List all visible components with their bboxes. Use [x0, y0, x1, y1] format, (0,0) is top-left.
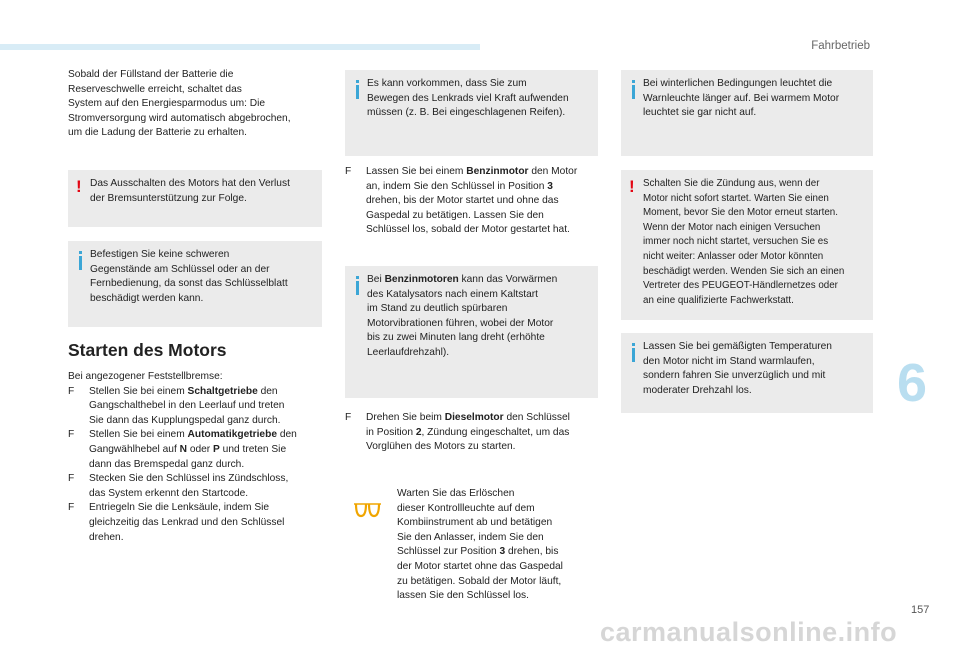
list-item: F Stellen Sie bei einem Automatikgetriebe den Gangwählhebel auf N oder P und treten Sie dann das Bremspedal ganz durch. — [68, 429, 297, 470]
text-line: Fernbedienung, da sonst das Schlüsselblatt — [90, 278, 288, 290]
info-icon — [632, 80, 635, 100]
text-line: Gegenstände am Schlüssel oder an der — [90, 263, 270, 275]
warning-exclamation-icon: ! — [76, 177, 82, 196]
watermark: carmanualsonline.info — [600, 617, 898, 647]
list-item: F Entriegeln Sie die Lenksäule, indem Sie gleichzeitig das Lenkrad und den Schlüssel drehen. — [68, 502, 285, 543]
text-line: nicht weiter: Anlasser oder Motor könnten — [643, 250, 824, 262]
text-line: leuchtet sie gar nicht auf. — [643, 107, 757, 119]
text-line: Motorvibrationen führen, wobei der Motor — [367, 317, 554, 329]
text-line: Warnleuchte länger auf. Bei warmem Motor — [643, 92, 840, 104]
info-icon — [356, 80, 359, 100]
text-line: Vertreter des PEUGEOT-Händlernetzes oder — [643, 280, 838, 292]
chapter-number: 6 — [897, 353, 928, 413]
text-line: an eine qualifizierte Fachwerkstatt. — [643, 294, 794, 306]
bullet-icon: F — [345, 412, 352, 423]
text-line: System auf den Energiesparmodus um: Die — [68, 98, 266, 110]
glow-plug-note: Warten Sie das Erlöschen dieser Kontrollleuchte auf dem Kombiinstrument ab und betätigen Sie den Anlasser, indem Sie den Schlüssel zur Position 3 drehen, bis der Motor startet ohne das Gaspedal zu betätigen. Sobald der Motor läuft, lassen Sie den Schlüssel los. — [397, 488, 563, 602]
text-line: beschädigt werden kann. — [90, 292, 204, 304]
text-line: des Katalysators nach einem Kaltstart — [367, 288, 539, 300]
text-line: Bei winterlichen Bedingungen leuchtet die — [643, 78, 833, 89]
text-line: Das Ausschalten des Motors hat den Verlust — [90, 178, 290, 189]
list-item: F Stellen Sie bei einem Schaltgetriebe den Gangschalthebel in den Leerlauf und treten Sie dann das Kupplungspedal ganz durch. — [68, 385, 285, 426]
text-line: müssen (z. B. Bei eingeschlagenen Reifen). — [367, 107, 566, 119]
text-line: Bewegen des Lenkrads viel Kraft aufwenden — [367, 92, 569, 104]
warning-box — [621, 170, 873, 320]
bullet-icon: F — [68, 473, 75, 485]
text-line: Reserveschwelle erreicht, schaltet das — [68, 83, 242, 95]
text-line: bis zu zwei Minuten lang dreht (erhöhte — [367, 332, 545, 344]
info-box — [68, 241, 322, 327]
text-line: den Motor nicht im Stand warmlaufen, — [643, 355, 815, 367]
text-line: sondern fahren Sie unverzüglich und mit — [643, 370, 826, 382]
text-line: Moment, bevor Sie den Motor erneut starten. — [643, 207, 838, 219]
header-bar — [0, 44, 480, 50]
text-line: Lassen Sie bei gemäßigten Temperaturen — [643, 341, 832, 352]
bullet-icon: F — [68, 385, 75, 397]
text-line: beschädigt werden. Wenden Sie sich an einen — [643, 265, 845, 277]
intro-paragraph — [68, 68, 328, 141]
text-line: Schalten Sie die Zündung aus, wenn der — [643, 178, 820, 189]
text-line: Stromversorgung wird automatisch abgebrochen, — [68, 112, 291, 124]
list-item: F Stecken Sie den Schlüssel ins Zündschloss, das System erkennt den Startcode. — [68, 473, 289, 499]
warning-box — [68, 170, 322, 227]
start-procedure — [68, 370, 330, 545]
petrol-step — [345, 165, 603, 238]
text-line: Es kann vorkommen, dass Sie zum — [367, 78, 527, 89]
text-line: Befestigen Sie keine schweren — [90, 249, 230, 260]
text-line: Sobald der Füllstand der Batterie die — [68, 69, 234, 80]
info-icon — [632, 343, 635, 363]
section-title: Fahrbetrieb — [811, 40, 870, 52]
text-line: der Bremsunterstützung zur Folge. — [90, 192, 247, 204]
list-item: F Lassen Sie bei einem Benzinmotor den Motor an, indem Sie den Schlüssel in Position 3 drehen, bis der Motor startet und ohne das Gaspedal zu betätigen. Lassen Sie den Schlüssel los, sobald der Motor gestartet hat. — [345, 166, 578, 236]
bullet-icon: F — [68, 502, 75, 514]
page-number: 157 — [911, 604, 930, 616]
bullet-icon: F — [345, 166, 352, 177]
text-line: Wenn der Motor nach einigen Versuchen — [643, 221, 821, 233]
text-line: immer noch nicht startet, versuchen Sie es — [643, 236, 829, 248]
text-line: um die Ladung der Batterie zu erhalten. — [68, 127, 247, 139]
lead-text: Bei angezogener Feststellbremse: — [68, 371, 223, 382]
list-item: F Drehen Sie beim Dieselmotor den Schlüssel in Position 2, Zündung eingeschaltet, um das Vorglühen des Motors zu starten. — [345, 412, 570, 453]
info-box — [345, 70, 598, 156]
info-box — [621, 70, 873, 156]
glow-plug-warning-icon — [354, 502, 382, 518]
text-line: Leerlaufdrehzahl). — [367, 346, 450, 358]
text-line: moderater Drehzahl los. — [643, 384, 752, 396]
warning-exclamation-icon: ! — [629, 177, 635, 196]
section-heading: Starten des Motors — [68, 340, 227, 360]
bullet-icon: F — [68, 429, 75, 441]
info-box: Bei Benzinmotoren kann das Vorwärmen des Katalysators nach einem Kaltstart im Stand zu deutlich spürbaren Motorvibrationen führen, wobei der Motor bis zu zwei Minuten lang dreht (erhöhte Leerlaufdrehzahl). — [345, 266, 598, 398]
text-line: Motor nicht sofort startet. Warten Sie einen — [643, 192, 829, 204]
diesel-step — [345, 411, 603, 455]
info-icon — [79, 251, 82, 271]
text-line: im Stand zu deutlich spürbaren — [367, 303, 508, 315]
info-icon — [356, 276, 359, 296]
info-box — [621, 333, 873, 413]
